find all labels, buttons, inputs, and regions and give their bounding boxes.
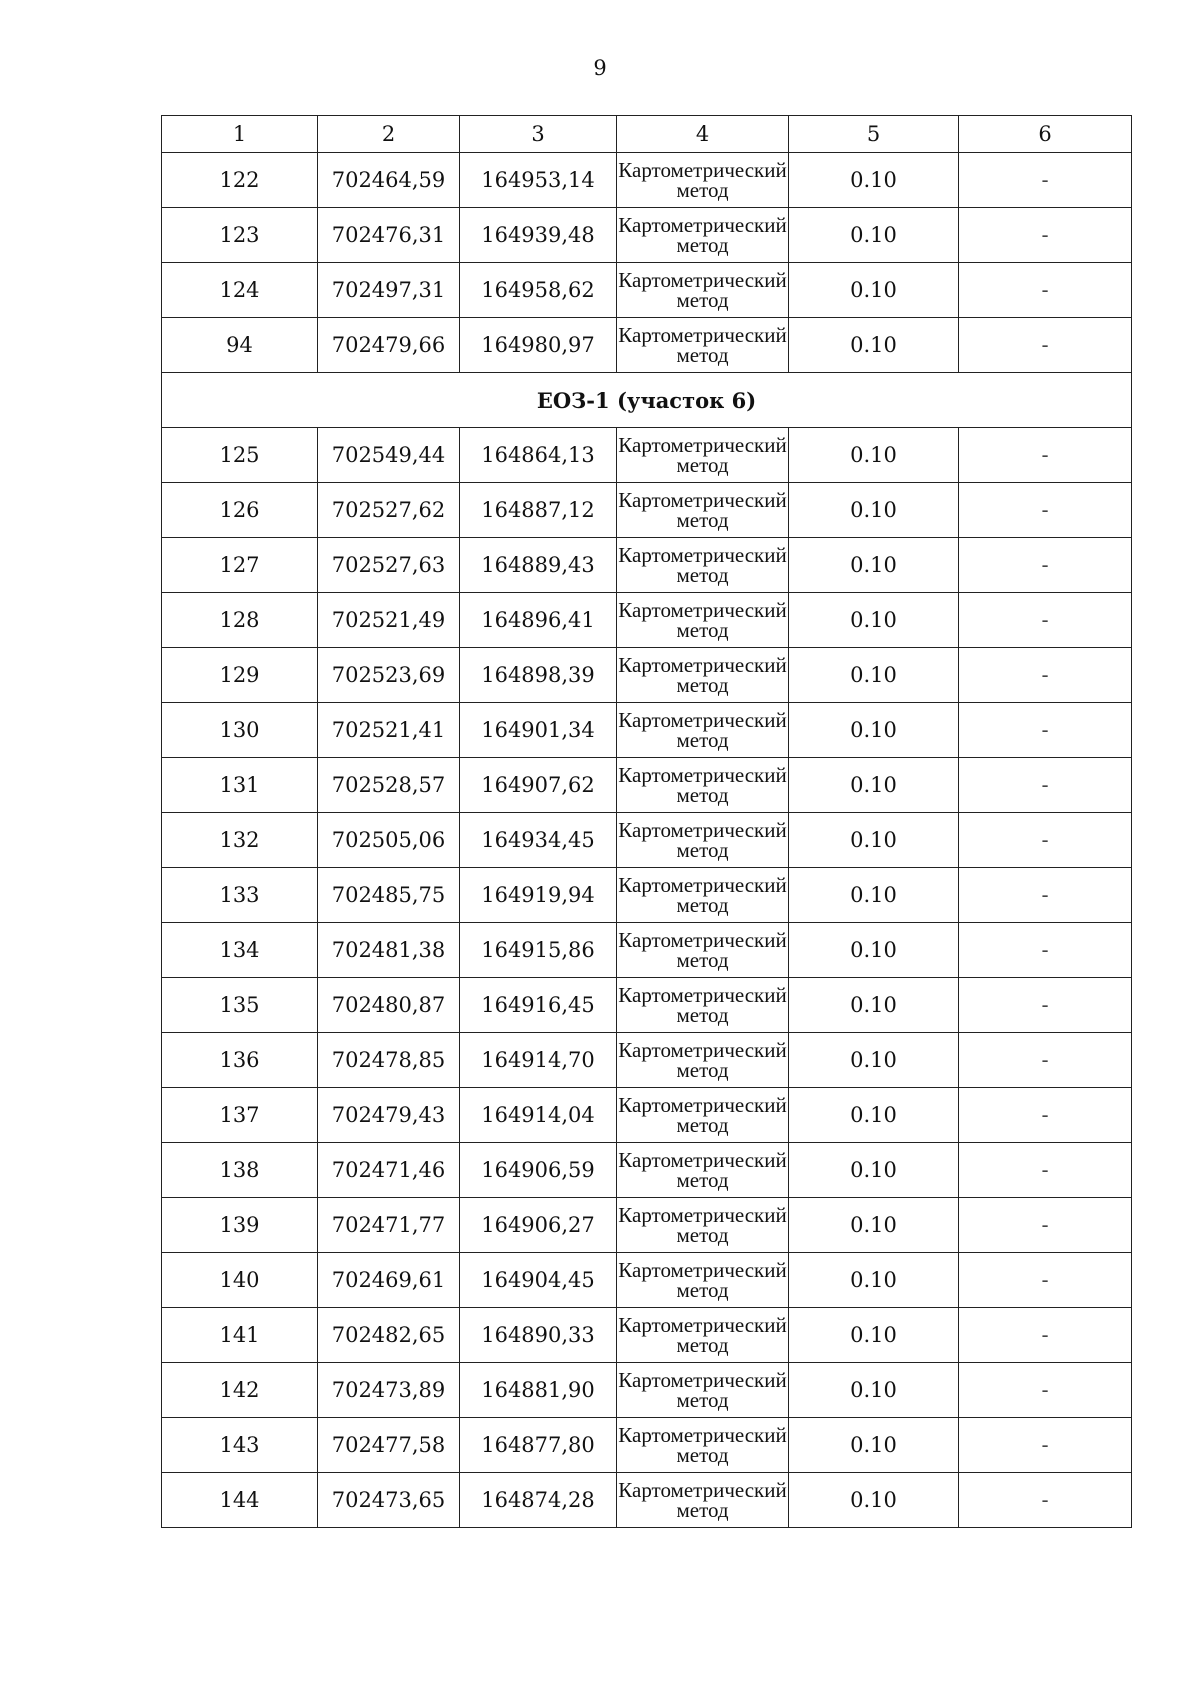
accuracy-cell: 0.10 bbox=[789, 263, 959, 318]
method-cell bbox=[617, 1418, 789, 1473]
point-number-cell: 141 bbox=[162, 1308, 318, 1363]
method-cell bbox=[617, 1143, 789, 1198]
section-title: ЕОЗ-1 (участок 6) bbox=[162, 373, 1132, 428]
method-cell bbox=[617, 648, 789, 703]
description-cell: - bbox=[959, 593, 1132, 648]
method-line-2: метод bbox=[676, 783, 729, 807]
method-cell bbox=[617, 208, 789, 263]
accuracy-cell: 0.10 bbox=[789, 1198, 959, 1253]
accuracy-cell: 0.10 bbox=[789, 538, 959, 593]
table-row bbox=[162, 703, 1132, 758]
y-coordinate-cell: 164904,45 bbox=[460, 1253, 617, 1308]
point-number-cell: 140 bbox=[162, 1253, 318, 1308]
method-line-2: метод bbox=[676, 1223, 729, 1247]
accuracy-cell: 0.10 bbox=[789, 428, 959, 483]
description-cell: - bbox=[959, 263, 1132, 318]
method-cell bbox=[617, 153, 789, 208]
y-coordinate-cell: 164864,13 bbox=[460, 428, 617, 483]
table-row bbox=[162, 1033, 1132, 1088]
description-cell: - bbox=[959, 1308, 1132, 1363]
accuracy-cell: 0.10 bbox=[789, 1418, 959, 1473]
description-cell: - bbox=[959, 868, 1132, 923]
method-cell bbox=[617, 1363, 789, 1418]
method-line-2: метод bbox=[676, 948, 729, 972]
accuracy-cell: 0.10 bbox=[789, 1143, 959, 1198]
description-cell: - bbox=[959, 208, 1132, 263]
method-line-2: метод bbox=[676, 343, 729, 367]
accuracy-cell: 0.10 bbox=[789, 153, 959, 208]
method-line-1: Картометрический bbox=[618, 158, 787, 182]
x-coordinate-cell: 702479,66 bbox=[318, 318, 460, 373]
method-cell bbox=[617, 813, 789, 868]
point-number-cell: 129 bbox=[162, 648, 318, 703]
description-cell: - bbox=[959, 758, 1132, 813]
method-line-1: Картометрический bbox=[618, 763, 787, 787]
method-line-1: Картометрический bbox=[618, 323, 787, 347]
method-line-2: метод bbox=[676, 1168, 729, 1192]
description-cell: - bbox=[959, 153, 1132, 208]
y-coordinate-cell: 164939,48 bbox=[460, 208, 617, 263]
point-number-cell: 130 bbox=[162, 703, 318, 758]
method-line-1: Картометрический bbox=[618, 268, 787, 292]
method-line-1: Картометрический bbox=[618, 433, 787, 457]
point-number-cell: 139 bbox=[162, 1198, 318, 1253]
point-number-cell: 143 bbox=[162, 1418, 318, 1473]
accuracy-cell: 0.10 bbox=[789, 923, 959, 978]
method-line-2: метод bbox=[676, 1058, 729, 1082]
y-coordinate-cell: 164916,45 bbox=[460, 978, 617, 1033]
accuracy-cell: 0.10 bbox=[789, 1088, 959, 1143]
description-cell: - bbox=[959, 1088, 1132, 1143]
method-cell bbox=[617, 1308, 789, 1363]
method-cell bbox=[617, 538, 789, 593]
table-row bbox=[162, 593, 1132, 648]
description-cell: - bbox=[959, 648, 1132, 703]
method-cell bbox=[617, 758, 789, 813]
y-coordinate-cell: 164898,39 bbox=[460, 648, 617, 703]
header-cell-6: 6 bbox=[959, 116, 1132, 153]
description-cell: - bbox=[959, 483, 1132, 538]
accuracy-cell: 0.10 bbox=[789, 1033, 959, 1088]
accuracy-cell: 0.10 bbox=[789, 758, 959, 813]
method-line-1: Картометрический bbox=[618, 653, 787, 677]
header-cell-3: 3 bbox=[460, 116, 617, 153]
accuracy-cell: 0.10 bbox=[789, 978, 959, 1033]
method-line-1: Картометрический bbox=[618, 1368, 787, 1392]
accuracy-cell: 0.10 bbox=[789, 1308, 959, 1363]
point-number-cell: 136 bbox=[162, 1033, 318, 1088]
method-line-1: Картометрический bbox=[618, 213, 787, 237]
header-cell-5: 5 bbox=[789, 116, 959, 153]
method-line-2: метод bbox=[676, 1333, 729, 1357]
x-coordinate-cell: 702471,46 bbox=[318, 1143, 460, 1198]
accuracy-cell: 0.10 bbox=[789, 1363, 959, 1418]
table-row bbox=[162, 263, 1132, 318]
table-row bbox=[162, 153, 1132, 208]
method-line-1: Картометрический bbox=[618, 1038, 787, 1062]
x-coordinate-cell: 702482,65 bbox=[318, 1308, 460, 1363]
method-cell bbox=[617, 428, 789, 483]
y-coordinate-cell: 164896,41 bbox=[460, 593, 617, 648]
description-cell: - bbox=[959, 318, 1132, 373]
method-cell bbox=[617, 263, 789, 318]
method-line-1: Картометрический bbox=[618, 983, 787, 1007]
method-line-1: Картометрический bbox=[618, 1478, 787, 1502]
y-coordinate-cell: 164958,62 bbox=[460, 263, 617, 318]
point-number-cell: 138 bbox=[162, 1143, 318, 1198]
accuracy-cell: 0.10 bbox=[789, 1253, 959, 1308]
x-coordinate-cell: 702480,87 bbox=[318, 978, 460, 1033]
method-line-2: метод bbox=[676, 288, 729, 312]
method-cell bbox=[617, 1253, 789, 1308]
method-line-1: Картометрический bbox=[618, 1148, 787, 1172]
method-line-2: метод bbox=[676, 1003, 729, 1027]
table-row bbox=[162, 538, 1132, 593]
y-coordinate-cell: 164907,62 bbox=[460, 758, 617, 813]
accuracy-cell: 0.10 bbox=[789, 318, 959, 373]
table-row bbox=[162, 813, 1132, 868]
x-coordinate-cell: 702473,65 bbox=[318, 1473, 460, 1528]
method-line-1: Картометрический bbox=[618, 1423, 787, 1447]
method-line-1: Картометрический bbox=[618, 818, 787, 842]
accuracy-cell: 0.10 bbox=[789, 208, 959, 263]
method-cell bbox=[617, 978, 789, 1033]
table-row bbox=[162, 428, 1132, 483]
point-number-cell: 122 bbox=[162, 153, 318, 208]
point-number-cell: 137 bbox=[162, 1088, 318, 1143]
y-coordinate-cell: 164906,27 bbox=[460, 1198, 617, 1253]
y-coordinate-cell: 164901,34 bbox=[460, 703, 617, 758]
point-number-cell: 128 bbox=[162, 593, 318, 648]
description-cell: - bbox=[959, 428, 1132, 483]
x-coordinate-cell: 702505,06 bbox=[318, 813, 460, 868]
table-row bbox=[162, 648, 1132, 703]
x-coordinate-cell: 702521,41 bbox=[318, 703, 460, 758]
x-coordinate-cell: 702527,62 bbox=[318, 483, 460, 538]
method-line-2: метод bbox=[676, 233, 729, 257]
y-coordinate-cell: 164914,70 bbox=[460, 1033, 617, 1088]
table-header-row bbox=[162, 116, 1132, 153]
y-coordinate-cell: 164874,28 bbox=[460, 1473, 617, 1528]
x-coordinate-cell: 702549,44 bbox=[318, 428, 460, 483]
y-coordinate-cell: 164980,97 bbox=[460, 318, 617, 373]
table-row bbox=[162, 483, 1132, 538]
method-line-1: Картометрический bbox=[618, 598, 787, 622]
accuracy-cell: 0.10 bbox=[789, 703, 959, 758]
x-coordinate-cell: 702478,85 bbox=[318, 1033, 460, 1088]
table-row bbox=[162, 1143, 1132, 1198]
coordinates-table-body bbox=[162, 116, 1132, 1528]
method-line-2: метод bbox=[676, 728, 729, 752]
description-cell: - bbox=[959, 1198, 1132, 1253]
description-cell: - bbox=[959, 923, 1132, 978]
table-row bbox=[162, 208, 1132, 263]
x-coordinate-cell: 702473,89 bbox=[318, 1363, 460, 1418]
accuracy-cell: 0.10 bbox=[789, 593, 959, 648]
method-line-2: метод bbox=[676, 178, 729, 202]
description-cell: - bbox=[959, 1143, 1132, 1198]
accuracy-cell: 0.10 bbox=[789, 868, 959, 923]
table-row bbox=[162, 1308, 1132, 1363]
table-row bbox=[162, 978, 1132, 1033]
accuracy-cell: 0.10 bbox=[789, 483, 959, 538]
method-line-1: Картометрический bbox=[618, 1313, 787, 1337]
method-cell bbox=[617, 1033, 789, 1088]
table-row bbox=[162, 1088, 1132, 1143]
point-number-cell: 142 bbox=[162, 1363, 318, 1418]
header-cell-4: 4 bbox=[617, 116, 789, 153]
method-line-2: метод bbox=[676, 508, 729, 532]
method-line-1: Картометрический bbox=[618, 708, 787, 732]
x-coordinate-cell: 702527,63 bbox=[318, 538, 460, 593]
method-line-2: метод bbox=[676, 673, 729, 697]
description-cell: - bbox=[959, 1033, 1132, 1088]
method-cell bbox=[617, 1088, 789, 1143]
point-number-cell: 133 bbox=[162, 868, 318, 923]
method-cell bbox=[617, 923, 789, 978]
method-cell bbox=[617, 703, 789, 758]
description-cell: - bbox=[959, 538, 1132, 593]
method-line-1: Картометрический bbox=[618, 543, 787, 567]
method-line-1: Картометрический bbox=[618, 1203, 787, 1227]
y-coordinate-cell: 164877,80 bbox=[460, 1418, 617, 1473]
method-cell bbox=[617, 1473, 789, 1528]
y-coordinate-cell: 164890,33 bbox=[460, 1308, 617, 1363]
accuracy-cell: 0.10 bbox=[789, 1473, 959, 1528]
coordinates-table bbox=[161, 115, 1132, 1528]
description-cell: - bbox=[959, 1418, 1132, 1473]
x-coordinate-cell: 702469,61 bbox=[318, 1253, 460, 1308]
point-number-cell: 94 bbox=[162, 318, 318, 373]
point-number-cell: 123 bbox=[162, 208, 318, 263]
point-number-cell: 134 bbox=[162, 923, 318, 978]
method-line-2: метод bbox=[676, 893, 729, 917]
method-cell bbox=[617, 1198, 789, 1253]
y-coordinate-cell: 164889,43 bbox=[460, 538, 617, 593]
method-line-1: Картометрический bbox=[618, 1258, 787, 1282]
x-coordinate-cell: 702471,77 bbox=[318, 1198, 460, 1253]
x-coordinate-cell: 702497,31 bbox=[318, 263, 460, 318]
method-line-2: метод bbox=[676, 453, 729, 477]
x-coordinate-cell: 702523,69 bbox=[318, 648, 460, 703]
point-number-cell: 131 bbox=[162, 758, 318, 813]
point-number-cell: 125 bbox=[162, 428, 318, 483]
table-row bbox=[162, 1198, 1132, 1253]
method-line-2: метод bbox=[676, 1113, 729, 1137]
method-cell bbox=[617, 868, 789, 923]
table-row bbox=[162, 1418, 1132, 1473]
method-line-2: метод bbox=[676, 1278, 729, 1302]
description-cell: - bbox=[959, 813, 1132, 868]
method-cell bbox=[617, 318, 789, 373]
table-row bbox=[162, 318, 1132, 373]
y-coordinate-cell: 164914,04 bbox=[460, 1088, 617, 1143]
y-coordinate-cell: 164887,12 bbox=[460, 483, 617, 538]
method-cell bbox=[617, 593, 789, 648]
table-row bbox=[162, 868, 1132, 923]
y-coordinate-cell: 164915,86 bbox=[460, 923, 617, 978]
y-coordinate-cell: 164953,14 bbox=[460, 153, 617, 208]
description-cell: - bbox=[959, 1253, 1132, 1308]
method-line-2: метод bbox=[676, 1443, 729, 1467]
accuracy-cell: 0.10 bbox=[789, 813, 959, 868]
table-row bbox=[162, 923, 1132, 978]
point-number-cell: 132 bbox=[162, 813, 318, 868]
table-row bbox=[162, 1363, 1132, 1418]
method-line-1: Картометрический bbox=[618, 1093, 787, 1117]
x-coordinate-cell: 702528,57 bbox=[318, 758, 460, 813]
point-number-cell: 126 bbox=[162, 483, 318, 538]
point-number-cell: 135 bbox=[162, 978, 318, 1033]
description-cell: - bbox=[959, 703, 1132, 758]
page-number: 9 bbox=[593, 56, 607, 80]
method-line-2: метод bbox=[676, 1498, 729, 1522]
method-line-1: Картометрический bbox=[618, 488, 787, 512]
method-line-1: Картометрический bbox=[618, 873, 787, 897]
method-line-1: Картометрический bbox=[618, 928, 787, 952]
x-coordinate-cell: 702521,49 bbox=[318, 593, 460, 648]
x-coordinate-cell: 702481,38 bbox=[318, 923, 460, 978]
table-row bbox=[162, 758, 1132, 813]
header-cell-1: 1 bbox=[162, 116, 318, 153]
y-coordinate-cell: 164881,90 bbox=[460, 1363, 617, 1418]
table-row bbox=[162, 1473, 1132, 1528]
accuracy-cell: 0.10 bbox=[789, 648, 959, 703]
y-coordinate-cell: 164919,94 bbox=[460, 868, 617, 923]
table-row bbox=[162, 1253, 1132, 1308]
point-number-cell: 127 bbox=[162, 538, 318, 593]
method-line-2: метод bbox=[676, 838, 729, 862]
method-line-2: метод bbox=[676, 563, 729, 587]
method-line-2: метод bbox=[676, 1388, 729, 1412]
x-coordinate-cell: 702464,59 bbox=[318, 153, 460, 208]
y-coordinate-cell: 164934,45 bbox=[460, 813, 617, 868]
method-cell bbox=[617, 483, 789, 538]
y-coordinate-cell: 164906,59 bbox=[460, 1143, 617, 1198]
description-cell: - bbox=[959, 978, 1132, 1033]
header-cell-2: 2 bbox=[318, 116, 460, 153]
x-coordinate-cell: 702476,31 bbox=[318, 208, 460, 263]
method-line-2: метод bbox=[676, 618, 729, 642]
description-cell: - bbox=[959, 1473, 1132, 1528]
description-cell: - bbox=[959, 1363, 1132, 1418]
section-title-row bbox=[162, 373, 1132, 428]
point-number-cell: 144 bbox=[162, 1473, 318, 1528]
x-coordinate-cell: 702485,75 bbox=[318, 868, 460, 923]
point-number-cell: 124 bbox=[162, 263, 318, 318]
x-coordinate-cell: 702477,58 bbox=[318, 1418, 460, 1473]
x-coordinate-cell: 702479,43 bbox=[318, 1088, 460, 1143]
